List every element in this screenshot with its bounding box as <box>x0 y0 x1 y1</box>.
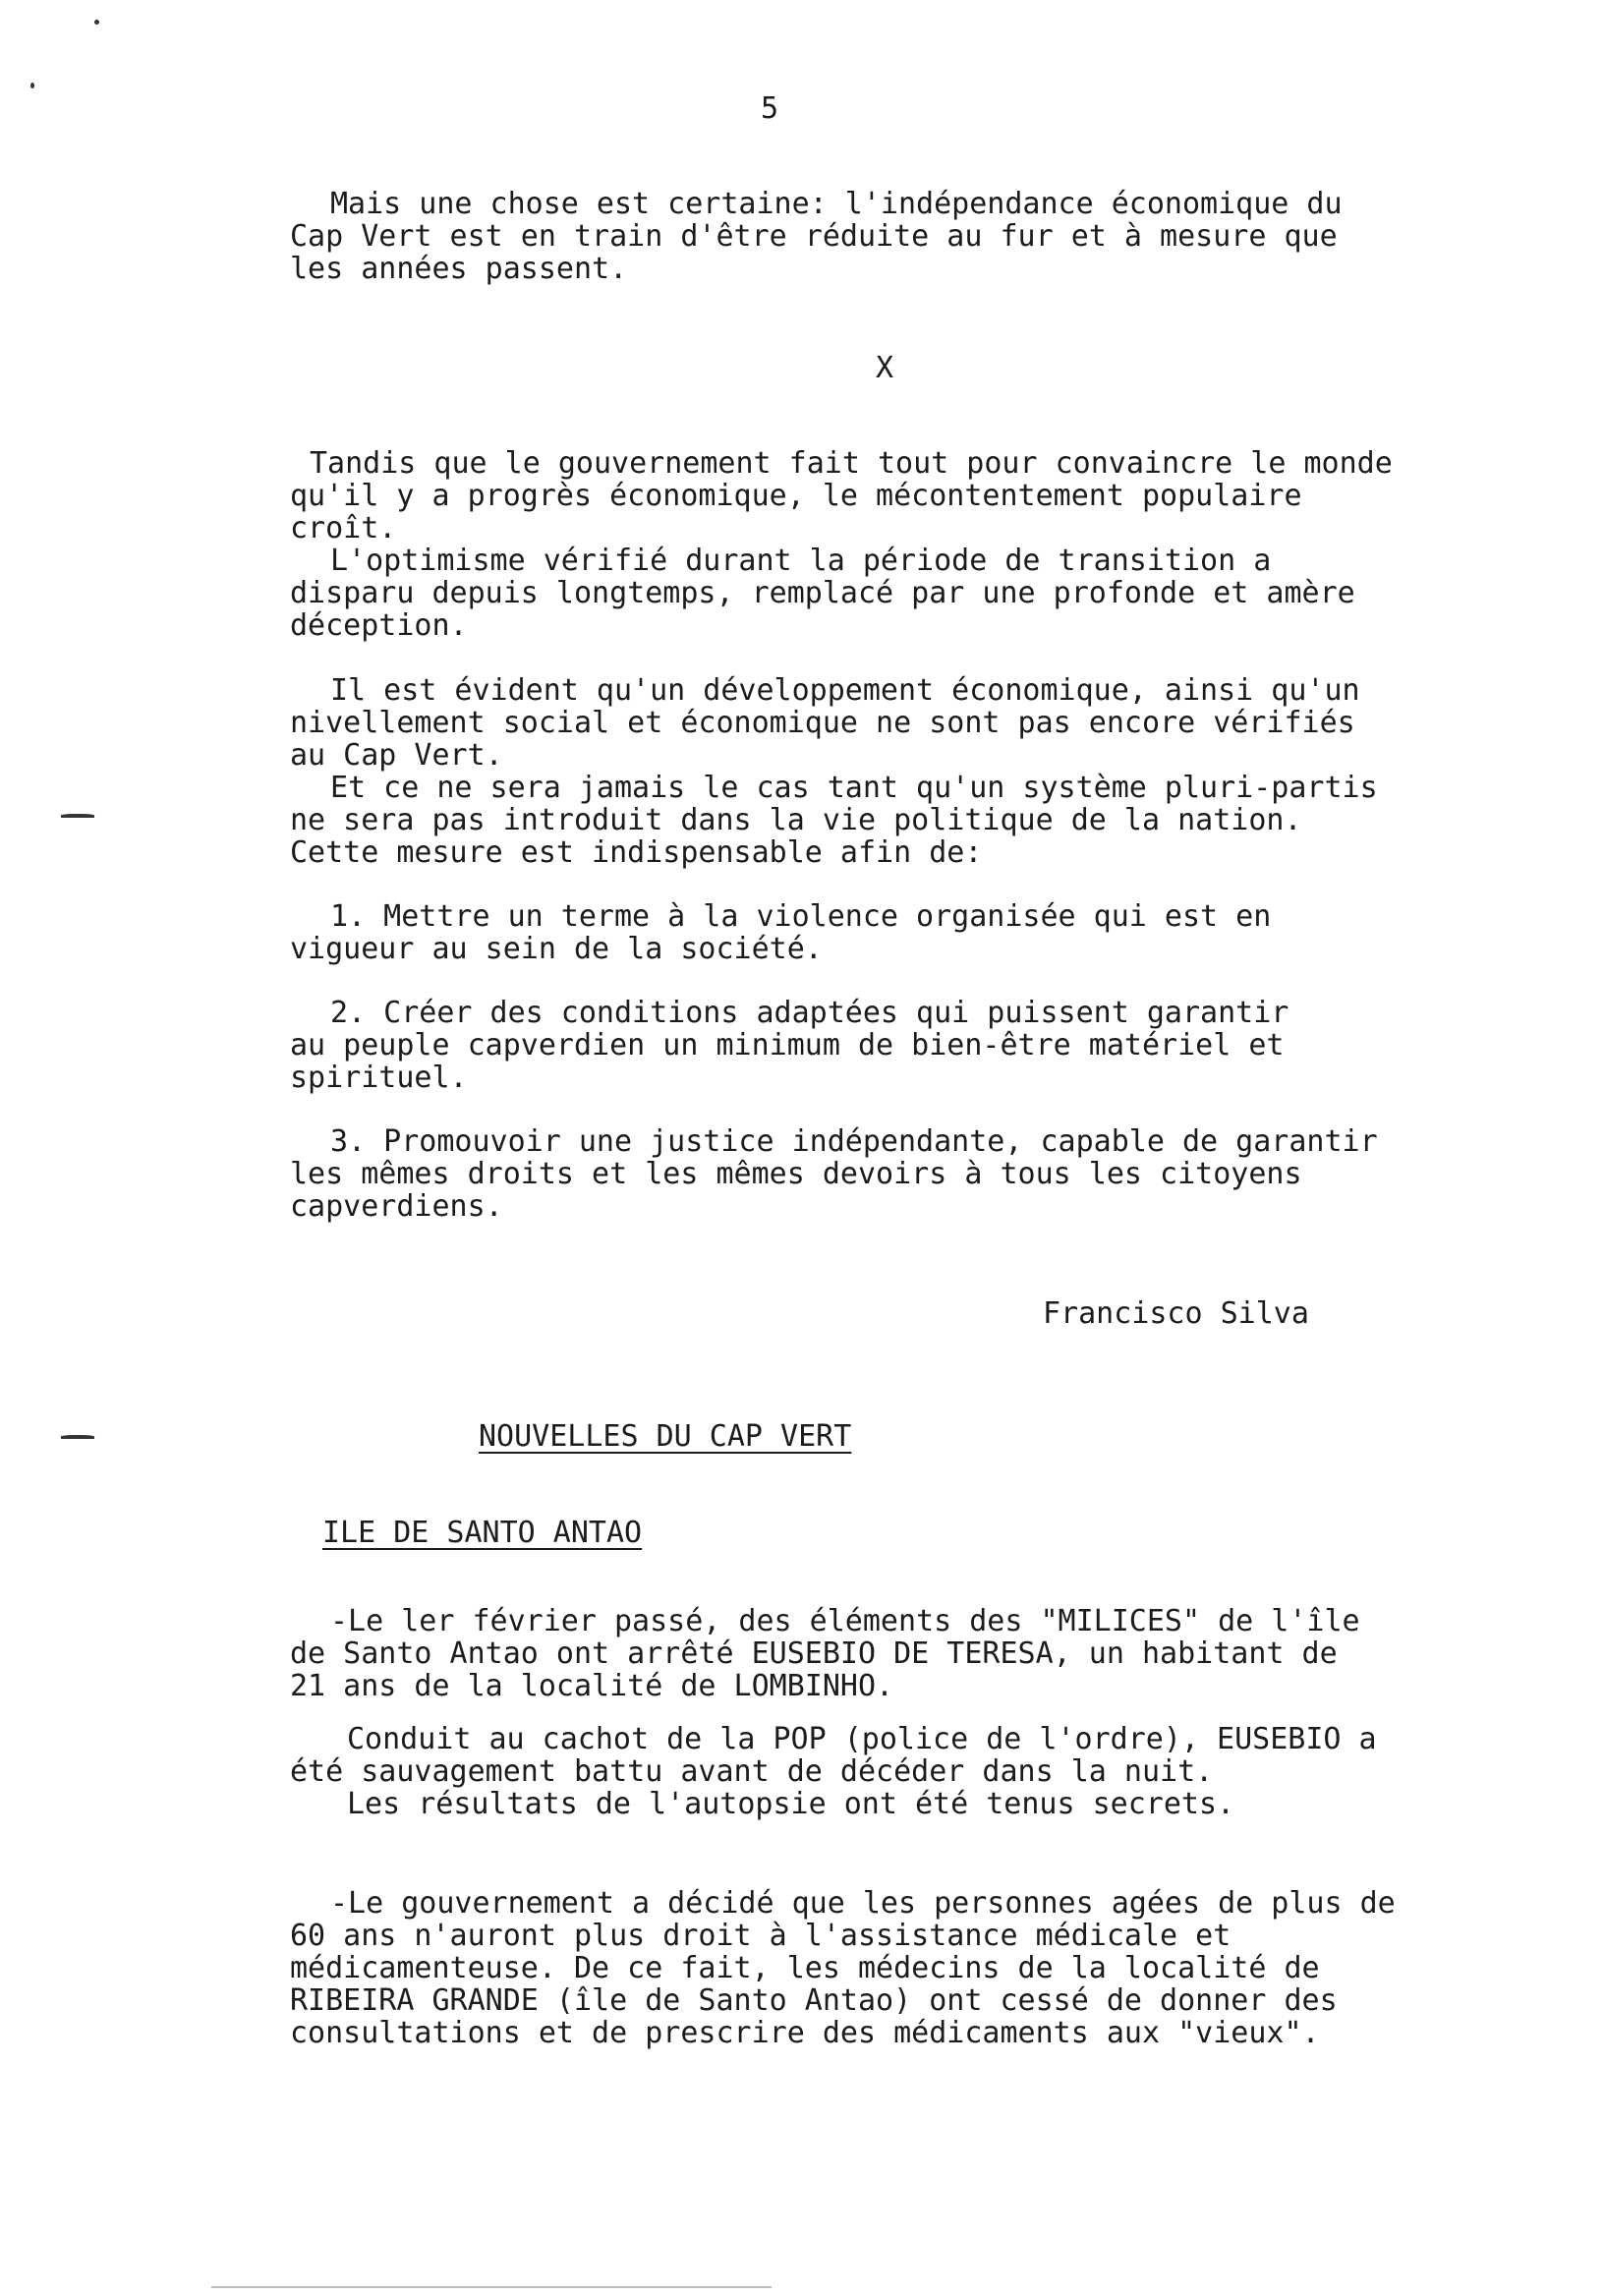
text-line: -Le ler février passé, des éléments des "MILICES" de l'île <box>330 1604 1360 1638</box>
text-line: Tandis que le gouvernement fait tout pour convaincre le monde <box>310 446 1393 481</box>
scan-speck <box>61 1435 94 1439</box>
list-item: au peuple capverdien un minimum de bien-être matériel et <box>290 1028 1285 1062</box>
scan-speck <box>61 814 94 818</box>
text-line: RIBEIRA GRANDE (île de Santo Antao) ont cessé de donner des <box>290 1983 1338 2018</box>
list-item: spirituel. <box>290 1061 468 1095</box>
text-line: déception. <box>290 608 468 643</box>
text-line: Cap Vert est en train d'être réduite au fur et à mesure que <box>290 219 1338 254</box>
scan-speck <box>30 83 34 88</box>
list-item: 2. Créer des conditions adaptées qui puissent garantir <box>330 996 1289 1030</box>
page-number: 5 <box>761 91 779 126</box>
section-title: NOUVELLES DU CAP VERT <box>479 1419 852 1454</box>
section-separator: X <box>876 351 894 385</box>
text-line: Conduit au cachot de la POP (police de l'ordre), EUSEBIO a <box>347 1722 1377 1756</box>
text-line: consultations et de prescrire des médicaments aux "vieux". <box>290 2016 1320 2050</box>
text-line: de Santo Antao ont arrêté EUSEBIO DE TERESA, un habitant de <box>290 1636 1338 1671</box>
list-item: capverdiens. <box>290 1189 503 1224</box>
text-line: Les résultats de l'autopsie ont été tenus secrets. <box>347 1787 1235 1821</box>
text-line: Il est évident qu'un développement économique, ainsi qu'un <box>330 673 1360 708</box>
text-line: 60 ans n'auront plus droit à l'assistance médicale et <box>290 1919 1232 1953</box>
text-line: Et ce ne sera jamais le cas tant qu'un système pluri-partis <box>330 771 1378 805</box>
text-line: croît. <box>290 511 397 545</box>
text-line: L'optimisme vérifié durant la période de transition a <box>330 544 1272 578</box>
list-item: 3. Promouvoir une justice indépendante, capable de garantir <box>330 1124 1378 1159</box>
scan-speck <box>94 20 99 25</box>
text-line: été sauvagement battu avant de décéder dans la nuit. <box>290 1754 1214 1789</box>
subsection-title: ILE DE SANTO ANTAO <box>322 1516 643 1550</box>
scan-edge <box>211 2286 772 2288</box>
text-line: qu'il y a progrès économique, le mécontentement populaire <box>290 479 1302 513</box>
text-line: 21 ans de la localité de LOMBINHO. <box>290 1669 894 1703</box>
text-line: les années passent. <box>290 252 628 286</box>
text-line: disparu depuis longtemps, remplacé par une profonde et amère <box>290 576 1355 610</box>
list-item: les mêmes droits et les mêmes devoirs à tous les citoyens <box>290 1157 1302 1191</box>
text-line: médicamenteuse. De ce fait, les médecins de la localité de <box>290 1951 1320 1985</box>
text-line: nivellement social et économique ne sont pas encore vérifiés <box>290 706 1355 740</box>
text-line: Cette mesure est indispensable afin de: <box>290 835 983 870</box>
text-line: ne sera pas introduit dans la vie politique de la nation. <box>290 803 1302 837</box>
text-line: Mais une chose est certaine: l'indépendance économique du <box>330 187 1343 221</box>
text-line: -Le gouvernement a décidé que les personnes agées de plus de <box>330 1886 1396 1921</box>
signature: Francisco Silva <box>1043 1296 1309 1331</box>
list-item: vigueur au sein de la société. <box>290 932 823 966</box>
list-item: 1. Mettre un terme à la violence organisée qui est en <box>330 899 1272 934</box>
text-line: au Cap Vert. <box>290 738 503 773</box>
